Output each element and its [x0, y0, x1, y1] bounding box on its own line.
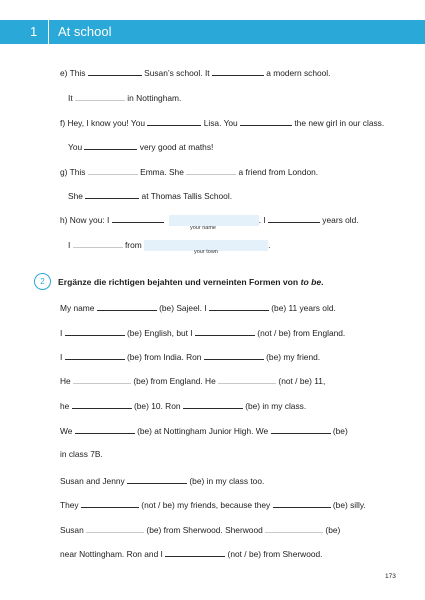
- sentence-h-1: h) Now you: I . I years old.: [60, 215, 359, 225]
- answer-blank[interactable]: [85, 189, 139, 199]
- exercise-instruction: Ergänze die richtigen bejahten und verneinten Formen von to be.: [58, 277, 324, 287]
- answer-blank[interactable]: [86, 523, 144, 533]
- answer-blank[interactable]: [88, 165, 138, 175]
- exercise2-line-6: We (be) at Nottingham Junior High. We (be): [60, 426, 348, 436]
- answer-blank[interactable]: [72, 399, 132, 409]
- answer-blank[interactable]: [147, 116, 201, 126]
- exercise2-line-1: My name (be) Sajeel. I (be) 11 years old.: [60, 303, 336, 313]
- answer-blank[interactable]: [268, 213, 320, 223]
- answer-blank[interactable]: [112, 213, 164, 223]
- sentence-g-1: g) This Emma. She a friend from London.: [60, 167, 319, 177]
- exercise2-line-5: he (be) 10. Ron (be) in my class.: [60, 401, 307, 411]
- answer-blank[interactable]: [209, 301, 269, 311]
- unit-header: [0, 20, 425, 44]
- answer-blank[interactable]: [273, 498, 331, 508]
- answer-blank[interactable]: [218, 374, 276, 384]
- answer-blank[interactable]: [73, 374, 131, 384]
- answer-blank[interactable]: [183, 399, 243, 409]
- unit-number: 1: [30, 24, 38, 39]
- exercise2-line-4: He (be) from England. He (not / be) 11,: [60, 376, 326, 386]
- answer-blank[interactable]: [88, 66, 142, 76]
- page-number: 173: [385, 573, 396, 580]
- answer-blank[interactable]: [212, 66, 264, 76]
- answer-blank[interactable]: [240, 116, 292, 126]
- exercise2-line-3: I (be) from India. Ron (be) my friend.: [60, 352, 321, 362]
- sentence-h-2: I from .: [68, 240, 271, 250]
- exercise2-line-8: Susan and Jenny (be) in my class too.: [60, 476, 265, 486]
- answer-blank[interactable]: [65, 326, 125, 336]
- answer-blank[interactable]: [204, 350, 264, 360]
- answer-blank[interactable]: [186, 165, 236, 175]
- answer-blank[interactable]: [75, 91, 125, 101]
- sentence-f-1: f) Hey, I know you! You Lisa. You the new girl in our class.: [60, 118, 385, 128]
- header-divider: [48, 20, 49, 44]
- your-town-caption: your town: [194, 249, 218, 255]
- answer-blank[interactable]: [195, 326, 255, 336]
- answer-blank[interactable]: [75, 424, 135, 434]
- sentence-e-2: It in Nottingham.: [68, 93, 182, 103]
- sentence-g-2: She at Thomas Tallis School.: [68, 191, 233, 201]
- exercise-number-badge: 2: [34, 273, 51, 290]
- sentence-f-2: You very good at maths!: [68, 142, 214, 152]
- answer-blank[interactable]: [265, 523, 323, 533]
- sentence-e-1: e) This Susan’s school. It a modern school.: [60, 68, 331, 78]
- exercise2-line-7: in class 7B.: [60, 449, 103, 459]
- answer-blank[interactable]: [97, 301, 157, 311]
- your-name-caption: your name: [190, 225, 216, 231]
- answer-blank[interactable]: [165, 547, 225, 557]
- unit-title: At school: [58, 24, 112, 39]
- answer-blank[interactable]: [65, 350, 125, 360]
- answer-blank[interactable]: [84, 140, 137, 150]
- answer-blank[interactable]: [271, 424, 331, 434]
- answer-blank[interactable]: [73, 238, 123, 248]
- exercise2-line-2: I (be) English, but I (not / be) from England.: [60, 328, 346, 338]
- answer-blank[interactable]: [127, 474, 187, 484]
- exercise2-line-11: near Nottingham. Ron and I (not / be) from Sherwood.: [60, 549, 323, 559]
- exercise2-line-9: They (not / be) my friends, because they (be) silly.: [60, 500, 366, 510]
- exercise2-line-10: Susan (be) from Sherwood. Sherwood (be): [60, 525, 341, 535]
- answer-blank[interactable]: [81, 498, 139, 508]
